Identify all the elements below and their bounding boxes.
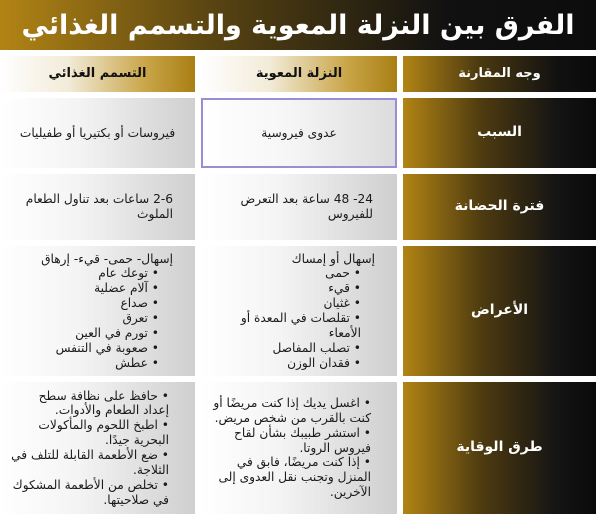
cause-food-poisoning <box>0 98 195 168</box>
list-item: • تخلص من الأطعمة المشكوك في صلاحيتها. <box>10 478 169 508</box>
list-item: • تعرق <box>10 311 159 326</box>
symptoms-stomach-flu <box>201 246 397 376</box>
list-item: • فقدان الوزن <box>211 356 361 371</box>
incubation-food-poisoning <box>0 174 195 240</box>
list-item: • استشر طبيبك بشأن لقاح فيروس الروتا. <box>211 426 371 456</box>
page-title: الفرق بين النزلة المعوية والتسمم الغذائي <box>0 0 596 50</box>
cause-stomach-flu <box>201 98 397 168</box>
prevention-stomach-flu <box>201 382 397 514</box>
list-item: • إذا كنت مريضًا، فابق في المنزل وتجنب نقل العدوى إلى الآخرين. <box>211 455 371 500</box>
prevention-food-poisoning <box>0 382 195 514</box>
symptoms-food-poisoning-list <box>10 266 173 370</box>
list-item: • قيء <box>211 281 361 296</box>
symptoms-food-poisoning <box>0 246 195 376</box>
list-item: • اطبخ اللحوم والمأكولات البحرية جيدًا. <box>10 418 169 448</box>
list-item: • تورم في العين <box>10 326 159 341</box>
row-label-cause: السبب <box>403 98 596 168</box>
incubation-stomach-flu-text: 24- 48 ساعة بعد التعرض للفيروس <box>240 192 373 221</box>
list-item: • تصلب المفاصل <box>211 341 361 356</box>
list-item: • غثيان <box>211 296 361 311</box>
list-item: • اغسل يديك إذا كنت مريضًا أو كنت بالقرب من شخص مريض. <box>211 396 371 426</box>
row-label-prevention: طرق الوقاية <box>403 382 596 514</box>
header-aspect: وجه المقارنة <box>403 56 596 92</box>
list-item: • صداع <box>10 296 159 311</box>
list-item: • حمى <box>211 266 361 281</box>
list-item: • تقلصات في المعدة أو الأمعاء <box>211 311 361 341</box>
list-item: • عطش <box>10 356 159 371</box>
list-item: • آلام عضلية <box>10 281 159 296</box>
symptoms-stomach-flu-list <box>211 266 375 370</box>
list-item: • حافظ على نظافة سطح إعداد الطعام والأدوات. <box>10 389 169 419</box>
symptoms-food-poisoning-intro: إسهال- حمى- قيء- إرهاق <box>41 251 173 266</box>
header-food-poisoning: التسمم الغذائي <box>0 56 195 92</box>
row-label-symptoms: الأعراض <box>403 246 596 376</box>
prevention-food-poisoning-list <box>10 389 183 508</box>
incubation-food-poisoning-text: 2-6 ساعات بعد تناول الطعام الملوث <box>25 192 173 221</box>
list-item: • صعوبة في التنفس <box>10 341 159 356</box>
cause-food-poisoning-text: فيروسات أو بكتيريا أو طفيليات <box>19 125 176 140</box>
prevention-stomach-flu-list <box>211 396 385 500</box>
symptoms-stomach-flu-intro: إسهال أو إمساك <box>291 251 375 266</box>
incubation-stomach-flu <box>201 174 397 240</box>
header-stomach-flu: النزلة المعوية <box>201 56 397 92</box>
row-label-incubation: فترة الحضانة <box>403 174 596 240</box>
cause-stomach-flu-text: عدوى فيروسية <box>261 125 337 140</box>
list-item: • توعك عام <box>10 266 159 281</box>
list-item: • ضع الأطعمة القابلة للتلف في الثلاجة. <box>10 448 169 478</box>
